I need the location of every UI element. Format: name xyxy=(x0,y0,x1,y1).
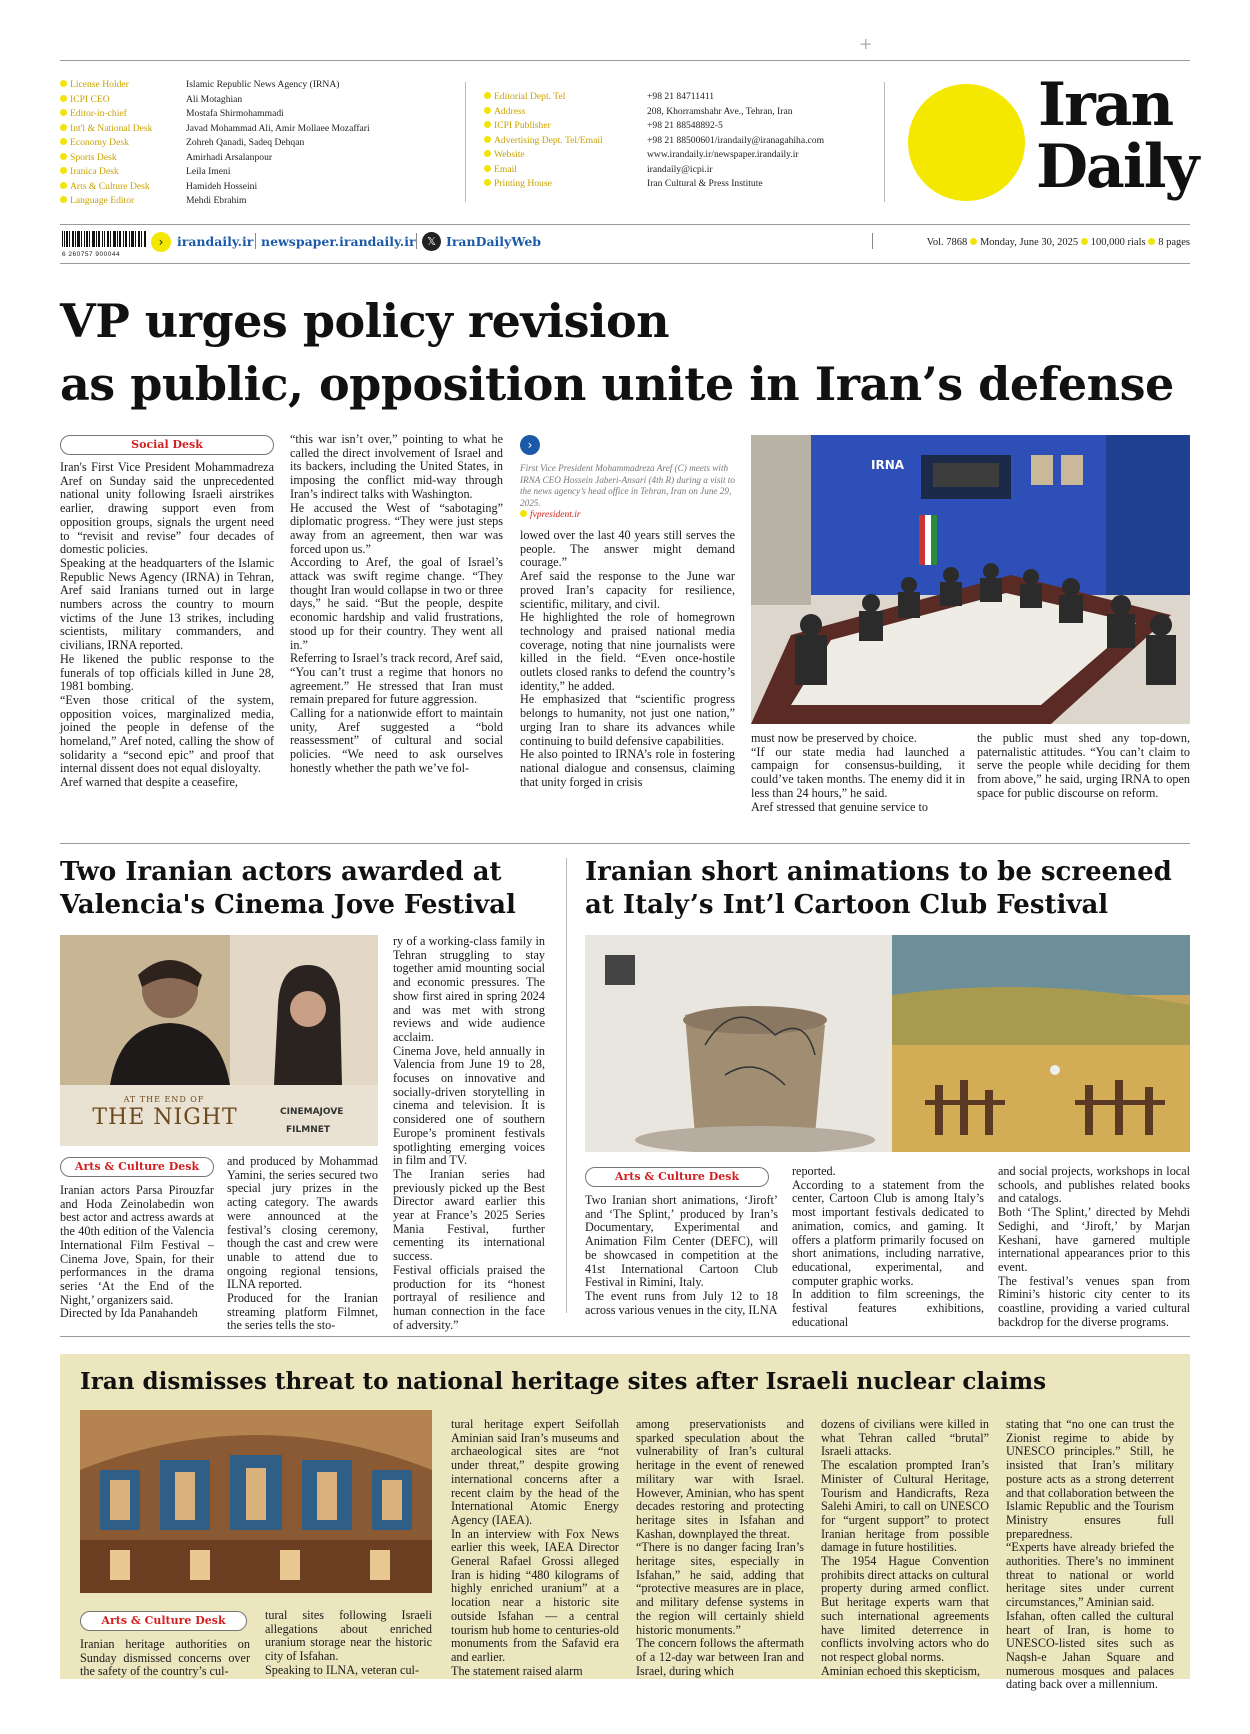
site-link-2[interactable]: newspaper.irandaily.ir xyxy=(261,234,416,249)
x-social-icon[interactable]: 𝕏 xyxy=(422,232,441,251)
site-link-1[interactable]: irandaily.ir xyxy=(177,234,254,249)
infobar-separator xyxy=(255,233,256,249)
bullet-dot-icon xyxy=(60,196,67,203)
bullet-dot-icon xyxy=(484,92,491,99)
animations-headline-line-1: Iranian short animations to be screened xyxy=(585,857,1172,887)
masthead-text: +98 21 88500601/irandaily@iranagahiha.com xyxy=(647,134,825,146)
masthead-line xyxy=(60,194,185,209)
masthead-text: Mehdi Ebrahim xyxy=(186,195,247,206)
masthead-line xyxy=(60,151,185,166)
masthead-line xyxy=(60,122,185,137)
masthead-line xyxy=(647,90,897,105)
masthead-text: +98 21 84711411 xyxy=(647,91,715,102)
actors-col-1 xyxy=(60,1184,214,1321)
masthead-text: Printing House xyxy=(494,178,552,189)
lead-col-3 xyxy=(520,529,735,789)
paragraph: tural heritage expert Seifollah Aminian said Iran’s museums and archaeological sites are “not under threat,” despite growing international concerns after a recent claim by the head of the International Atomic Energy Agency (IAEA). xyxy=(451,1417,619,1527)
paragraph: He likened the public response to the funerals of top officials killed in June 28, 1981 bombing. xyxy=(60,651,274,694)
bullet-dot-icon xyxy=(484,107,491,114)
social-handle[interactable]: IranDailyWeb xyxy=(446,234,542,249)
paragraph: lowed over the last 40 years still serves the people. The answer might demand courage.” xyxy=(520,528,735,570)
paragraph: Speaking to ILNA, veteran cul- xyxy=(265,1662,419,1677)
animations-desk-label: Arts & Culture Desk xyxy=(585,1167,769,1187)
poster-title-small: AT THE END OF xyxy=(123,1095,205,1104)
masthead-line xyxy=(60,165,185,180)
masthead-text: Ali Motaghian xyxy=(186,93,243,105)
contact-values xyxy=(647,90,897,192)
bullet-dot-icon xyxy=(484,121,491,128)
lead-headline-line-1: VP urges policy revision xyxy=(60,294,670,348)
masthead-text: ICPI CEO xyxy=(70,93,110,105)
masthead-text: Amirhadi Arsalanpour xyxy=(186,151,273,163)
masthead-text: Arts & Culture Desk xyxy=(70,180,150,192)
logo-daily: Daily xyxy=(1036,132,1198,202)
paragraph: reported. xyxy=(792,1164,836,1178)
animations-headline-line-2: at Italy’s Int’l Cartoon Club Festival xyxy=(585,890,1109,920)
paragraph: dozens of civilians were killed in what Tehran called “brutal” Israeli attacks. xyxy=(821,1417,989,1459)
paragraph: and produced by Mohammad Yamini, the series secured two special jury prizes in the acting category. The awards were announced at the festival’s closing ceremony, though the cast and crew were unable to attend due to ongoing regional tensions, ILNA reported. xyxy=(227,1154,378,1292)
paragraph: Produced for the Iranian streaming platform Filmnet, the series tells the sto- xyxy=(227,1291,378,1333)
infobar-separator-3 xyxy=(872,233,873,249)
paragraph: Referring to Israel’s track record, Aref said, “You can’t trust a regime that honors no agreement.” He stressed that Iran must remain prepared for future aggression. xyxy=(290,651,503,707)
heritage-photo xyxy=(80,1410,432,1593)
paragraph: ry of a working-class family in Tehran struggling to stay together amid mounting social and economic pressures. The show first aired in spring 2024 and was met with strong reviews and wide audience acclaim. xyxy=(393,934,545,1044)
masthead-line xyxy=(60,136,185,151)
page-count: 8 pages xyxy=(1158,237,1190,248)
masthead-line xyxy=(484,105,644,120)
heritage-col-1 xyxy=(80,1638,250,1679)
actors-headline-line-2: Valencia's Cinema Jove Festival xyxy=(60,890,516,920)
masthead-text: Int'l & National Desk xyxy=(70,122,153,134)
bullet-dot-icon xyxy=(484,136,491,143)
infobar-separator-2 xyxy=(416,233,417,249)
masthead-line xyxy=(484,134,644,149)
lead-col-4 xyxy=(751,732,965,814)
lead-headline xyxy=(60,290,1190,416)
paragraph: The concern follows the aftermath of a 12-day war between Iran and Israel, during which xyxy=(636,1636,804,1678)
paragraph: The Iranian series had previously picked up the Best Director award earlier this year at France’s 2025 Series Mania Festival, further cementing its international success. xyxy=(393,1166,545,1264)
lead-col-1 xyxy=(60,461,274,790)
paragraph: Aminian echoed this skepticism, xyxy=(821,1663,981,1678)
poster-title: THE NIGHT xyxy=(92,1105,238,1130)
paragraph: Iran's First Vice President Mohammadreza Aref on Sunday said the unprecedented national unity following Israeli airstrikes earlier, drawing support even from opposition groups, signals the urgent need to “revisit and revise” four decades of domestic policies. xyxy=(60,460,274,557)
masthead-text: Editor-in-chief xyxy=(70,108,127,119)
masthead-line xyxy=(484,163,644,178)
masthead-text: www.irandaily.ir/newspaper.irandaily.ir xyxy=(647,149,799,160)
actors-desk-label: Arts & Culture Desk xyxy=(60,1157,214,1177)
paragraph: Cinema Jove, held annually in Valencia from June 19 to 28, focuses on innovative and socially-driven storytelling in cinema and television. It is considered one of southern Europe’s prominent festivals spotlighting emerging voices in film and TV. xyxy=(393,1043,545,1168)
masthead-labels xyxy=(60,78,185,209)
masthead-text: Email xyxy=(494,163,517,175)
animations-photo xyxy=(585,935,1190,1152)
masthead-text: Mostafa Shirmohammadi xyxy=(186,108,284,119)
bullet-dot-icon xyxy=(60,109,67,116)
issue-info xyxy=(880,237,1190,248)
masthead-values xyxy=(186,78,416,209)
svg-text:IRNA: IRNA xyxy=(871,458,905,472)
actors-col-3 xyxy=(393,935,545,1332)
bullet-dot-icon xyxy=(60,167,67,174)
paragraph: According to a statement from the center, Cartoon Club is among Italy’s most important festivals dedicated to animation, comics, and gaming. It offers a platform primarily focused on short animations, including narrative, educational, experimental, and computer graphic works. xyxy=(792,1177,984,1288)
masthead-text: Leila Imeni xyxy=(186,166,231,177)
bullet-dot-icon xyxy=(484,179,491,186)
paragraph: The festival’s venues span from Rimini’s historic city center to its coastline, providing a varied cultural backdrop for the diverse programs. xyxy=(998,1273,1190,1329)
paragraph: “Experts have already briefed the authorities. There’s no imminent threat to national or world heritage sites under current circumstances,” Aminian said. xyxy=(1006,1540,1174,1610)
masthead-line xyxy=(186,122,416,137)
photo-credit xyxy=(520,510,581,520)
actors-headline-line-1: Two Iranian actors awarded at xyxy=(60,857,502,887)
paragraph: the public must shed any top-down, paternalistic attitudes. “You can’t claim to serve the people while deciding for them from above,” he said, urging IRNA to open space for public discourse on reform. xyxy=(977,731,1190,800)
infobar-rule-bottom xyxy=(60,263,1190,264)
masthead-line xyxy=(647,177,897,192)
paragraph: According to Aref, the goal of Israel’s attack was swift regime change. “They thought Iran would collapse in two or three days,” he said. “But the people, despite economic hardship and valid frustrations, stood up for their country. They went all in.” xyxy=(290,555,503,652)
paragraph: He accused the West of “sabotaging” diplomatic progress. “They were just steps away from an agreement, then war was forced upon us.” xyxy=(290,500,503,556)
barcode-number: 6 260757 900044 xyxy=(62,251,121,258)
heritage-col-4 xyxy=(636,1418,804,1678)
heritage-col-2 xyxy=(265,1609,432,1678)
paragraph: “If our state media had launched a campaign for consensus-building, it could’ve taken months. The enemy did it in less than 24 hours,” he said. xyxy=(751,744,965,800)
masthead-line xyxy=(186,194,416,209)
masthead-text: irandaily@icpi.ir xyxy=(647,163,713,175)
paragraph: Iranian heritage authorities on Sunday dismissed concerns over the safety of the country’s cul- xyxy=(80,1637,250,1679)
actors-headline xyxy=(60,856,560,922)
paragraph: stating that “no one can trust the Zionist regime to abide by UNESCO principles.” Still, he insisted that Iran’s military posture acts as a strong deterrent and that collaboration between the Islamic Republic and the Tourism Ministry ensures full preparedness. xyxy=(1006,1417,1174,1541)
issue-date: Monday, June 30, 2025 xyxy=(979,237,1079,248)
lead-desk-label: Social Desk xyxy=(60,435,274,455)
price: 100,000 rials xyxy=(1090,237,1146,248)
paragraph: The 1954 Hague Convention prohibits direct attacks on cultural property during armed conflict. But heritage experts warn that such international agreements have limited deterrence in conflicts involving actors who do not respect global norms. xyxy=(821,1554,989,1664)
animations-col-2 xyxy=(792,1165,984,1329)
masthead-line xyxy=(484,148,644,163)
masthead-line xyxy=(647,148,897,163)
paragraph: and social projects, workshops in local schools, and publishes related books and catalogs. xyxy=(998,1164,1190,1206)
masthead-text: Address xyxy=(494,105,526,117)
masthead-line xyxy=(60,180,185,195)
barcode xyxy=(62,231,146,258)
paragraph: “There is no danger facing Iran’s heritage sites, especially in Isfahan,” he said, adding that “protective measures are in place, and military defense systems in the region will certainly shield historic monuments.” xyxy=(636,1540,804,1637)
bullet-dot-icon xyxy=(60,80,67,87)
caption-arrow-icon: › xyxy=(520,435,540,455)
poster-logo-filmnet: FILMNET xyxy=(286,1125,331,1135)
masthead-text: Islamic Republic News Agency (IRNA) xyxy=(186,79,340,90)
paragraph: “this war isn’t over,” pointing to what he called the direct involvement of Israel and its backers, including the United States, in imposing the conflict mid-way through Iran’s indirect talks with Washington. xyxy=(290,432,503,501)
masthead-line xyxy=(186,93,416,108)
logo-sun xyxy=(908,84,1025,201)
animations-headline xyxy=(585,856,1190,922)
bullet-dot-icon xyxy=(60,182,67,189)
paragraph: Directed by Ida Panahandeh xyxy=(60,1306,198,1321)
volume: Vol. 7868 xyxy=(926,237,968,248)
paragraph: “Even those critical of the system, opposition voices, marginalized media, joined the people in defense of the homeland,” Aref noted, calling the show of solidarity a “second epic” and proof that internal dissent does not equal disloyalty. xyxy=(60,692,274,776)
masthead-line xyxy=(186,107,416,122)
paragraph: among preservationists and sparked speculation about the vulnerability of Iran’s cultural heritage in the event of renewed military war with Israel. However, Aminian, who has spent decades restoring and protecting heritage sites in Isfahan and Kashan, downplayed the threat. xyxy=(636,1417,804,1541)
bullet-dot-icon xyxy=(60,153,67,160)
masthead-text: Editorial Dept. Tel xyxy=(494,91,566,102)
masthead-text: Iranica Desk xyxy=(70,166,119,177)
heritage-desk-label: Arts & Culture Desk xyxy=(80,1611,247,1631)
paragraph: He emphasized that “scientific progress belongs to humanity, not just one nation,” urging Iran to share its advances while continuing to build defensive capabilities. xyxy=(520,692,735,748)
arrow-badge-icon: › xyxy=(151,232,171,252)
masthead-text: Sports Desk xyxy=(70,151,117,163)
paragraph: tural sites following Israeli allegations about enriched uranium storage near the historic city of Isfahan. xyxy=(265,1608,432,1664)
paragraph: The escalation prompted Iran’s Minister of Cultural Heritage, Tourism and Handicrafts, Reza Salehi Amiri, to call on UNESCO for “urgent support” to protect Iranian heritage from possible damage in future hostilities. xyxy=(821,1458,989,1555)
masthead-line xyxy=(647,134,897,149)
masthead-text: 208, Khorramshahr Ave., Tehran, Iran xyxy=(647,105,793,117)
photo-credit-text: fvpresident.ir xyxy=(530,510,581,520)
bullet-dot-icon xyxy=(60,95,67,102)
masthead-line xyxy=(186,180,416,195)
masthead-line xyxy=(60,93,185,108)
masthead-text: Economy Desk xyxy=(70,137,129,148)
masthead-line xyxy=(484,119,644,134)
section-vertical-rule xyxy=(566,858,567,1313)
bullet-dot-icon xyxy=(484,150,491,157)
masthead-line xyxy=(647,119,897,134)
paragraph: He also pointed to IRNA’s role in fostering national dialogue and consensus, claiming that unity forged in crisis xyxy=(520,747,735,789)
lead-col-2 xyxy=(290,433,503,776)
paragraph: In an interview with Fox News earlier this week, IAEA Director General Rafael Grossi alleged Iran is hiding “480 kilograms of highly enriched uranium” at a location near a historic site outside Isfahan — a central tourism hub home to centuries-old monuments from the Safavid era and earlier. xyxy=(451,1526,619,1664)
section-rule-1 xyxy=(60,843,1190,844)
paragraph: Aref said the response to the June war proved Iran’s capacity for resilience, scientific, military, and civil. xyxy=(520,569,735,611)
infobar-rule-top xyxy=(60,224,1190,225)
paragraph: Festival officials praised the production for its “honest portrayal of resilience and human connection in the face of adversity.” xyxy=(393,1262,545,1332)
masthead-text: +98 21 88548892-5 xyxy=(647,120,723,131)
paragraph: Calling for a nationwide effort to maintain unity, Aref suggested a “bold reassessment” of cultural and social policies. “We need to ask ourselves honestly whether the path we’ve fol- xyxy=(290,706,503,775)
paragraph: Both ‘The Splint,’ directed by Mehdi Sedighi, and ‘Jiroft,’ by Marjan Keshani, have garnered multiple international appearances prior to this event. xyxy=(998,1205,1190,1274)
poster-logo-cinemajove: CINEMAJOVE xyxy=(280,1107,344,1117)
paragraph: The statement raised alarm xyxy=(451,1663,583,1678)
heritage-col-3 xyxy=(451,1418,619,1678)
lead-photo xyxy=(751,435,1190,724)
masthead-line xyxy=(647,105,897,120)
paragraph: In addition to film screenings, the festival features exhibitions, educational xyxy=(792,1287,984,1329)
bullet-dot-icon xyxy=(60,124,67,131)
logo-iran: Iran xyxy=(1038,70,1173,140)
masthead-text: License Holder xyxy=(70,79,129,90)
actors-poster xyxy=(60,935,378,1146)
masthead-line xyxy=(186,136,416,151)
paragraph: He highlighted the role of homegrown technology and praised national media coverage, noting that nine journalists were killed in the field. “Even once-hostile outlets closed ranks to defend the country’s identity,” he added. xyxy=(520,610,735,693)
masthead-line xyxy=(60,78,185,93)
masthead-text: Hamideh Hosseini xyxy=(186,180,258,192)
lead-headline-line-2: as public, opposition unite in Iran’s defense xyxy=(60,357,1174,411)
section-rule-2 xyxy=(60,1336,1190,1337)
masthead-text: Website xyxy=(494,149,525,160)
heritage-col-6 xyxy=(1006,1418,1174,1692)
masthead-line xyxy=(484,177,644,192)
masthead-divider-1 xyxy=(465,82,466,202)
paragraph: must now be preserved by choice. xyxy=(751,731,917,745)
crop-mark: + xyxy=(859,34,873,53)
masthead-line xyxy=(484,90,644,105)
masthead-text: Iran Cultural & Press Institute xyxy=(647,178,763,189)
heritage-headline: Iran dismisses threat to national heritage sites after Israeli nuclear claims xyxy=(80,1368,1047,1395)
paragraph: Isfahan, often called the cultural heart of Iran, is home to UNESCO-listed sites such as Naqsh-e Jahan Square and numerous mosques and palaces dating back over a millennium. xyxy=(1006,1608,1174,1692)
bullet-dot-icon xyxy=(60,138,67,145)
animations-col-1 xyxy=(585,1194,778,1317)
masthead-line xyxy=(186,165,416,180)
masthead-text: Advertising Dept. Tel/Email xyxy=(494,134,603,146)
masthead-line xyxy=(647,163,897,178)
masthead-line xyxy=(186,151,416,166)
masthead-text: Zohreh Qanadi, Sadeq Dehqan xyxy=(186,137,305,148)
masthead-line xyxy=(186,78,416,93)
paragraph: Two Iranian short animations, ‘Jiroft’ and ‘The Splint,’ produced by Iran’s Documentary, Experimental and Animation Film Center (DEFC), will be showcased in competition at the 41st International Cartoon Club Festival in Rimini, Italy. xyxy=(585,1193,778,1290)
masthead-divider-2 xyxy=(884,82,885,202)
masthead-text: Javad Mohammad Ali, Amir Mollaee Mozaffari xyxy=(186,122,370,134)
paragraph: The event runs from July 12 to 18 across various venues in the city, ILNA xyxy=(585,1288,778,1317)
lead-col-5 xyxy=(977,732,1190,801)
animations-col-3 xyxy=(998,1165,1190,1329)
paragraph: Aref warned that despite a ceasefire, xyxy=(60,775,238,790)
masthead-text: Language Editor xyxy=(70,195,135,206)
bullet-dot-icon xyxy=(484,165,491,172)
paragraph: Speaking at the headquarters of the Islamic Republic News Agency (IRNA) in Tehran, Aref said Iranians turned out in large numbers across the country to mourn victims of the June 13 strikes, including scientists, military commanders, and civilians, IRNA reported. xyxy=(60,555,274,653)
masthead-line xyxy=(60,107,185,122)
photo-caption: First Vice President Mohammadreza Aref (C) meets with IRNA CEO Hossein Jaberi-Ansari (4th R) during a visit to the news agency’s head office in Tehran, Iran on June 29, 2025. xyxy=(520,463,735,508)
paragraph: Aref stressed that genuine service to xyxy=(751,799,928,814)
contact-labels xyxy=(484,90,644,192)
paragraph: Iranian actors Parsa Pirouzfar and Hoda Zeinolabedin won best actor and actress awards at the 40th edition of the Valencia International Film Festival – Cinema Jove, Spain, for their performances in the drama series ‘At the End of the Night,’ organizers said. xyxy=(60,1183,214,1307)
masthead-text: ICPI Publisher xyxy=(494,120,551,131)
actors-col-2 xyxy=(227,1155,378,1333)
top-rule xyxy=(60,60,1190,61)
heritage-col-5 xyxy=(821,1418,989,1678)
